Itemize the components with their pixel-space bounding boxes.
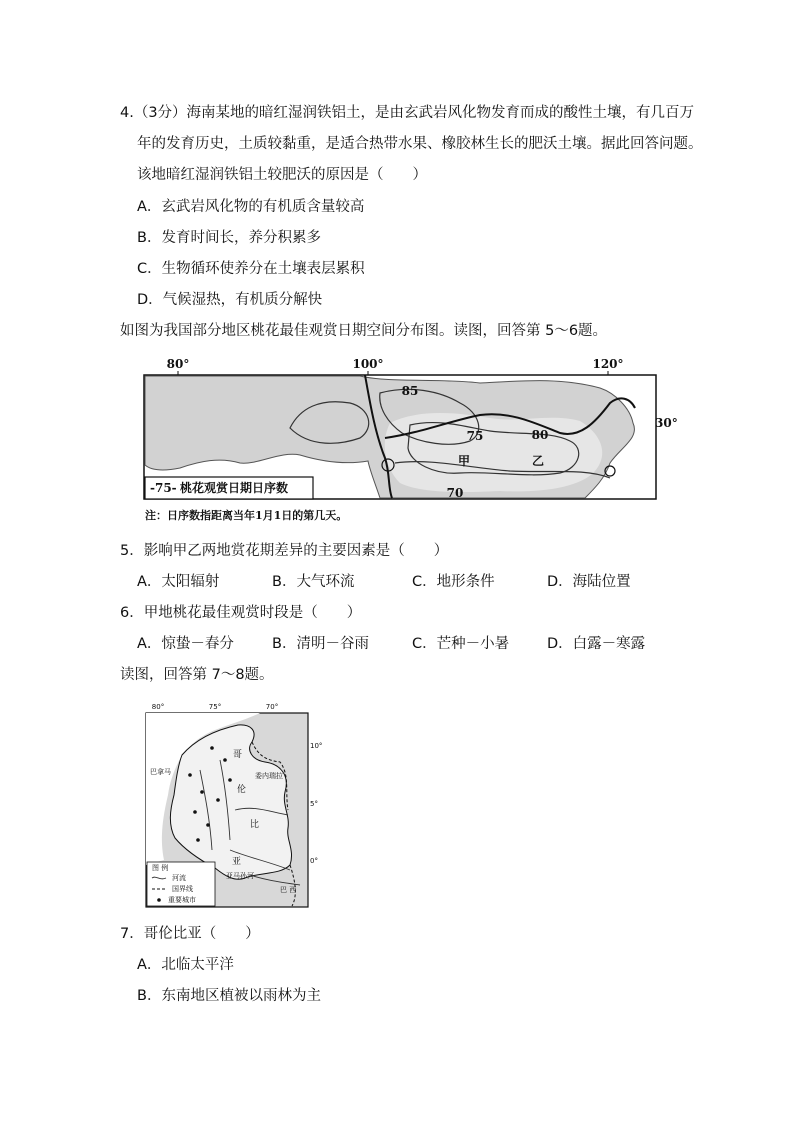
map2-char-ya: 亚 xyxy=(232,857,242,867)
q4-stem-line1: 4.（3分）海南某地的暗红湿润铁铝土，是由玄武岩风化物发育而成的酸性土壤，有几百万 xyxy=(120,105,695,121)
map2-char-ge: 哥 xyxy=(233,750,243,760)
q4-option-a: A．玄武岩风化物的有机质含量较高 xyxy=(137,199,365,215)
map1-legend-symbol: -75- xyxy=(150,481,177,495)
map2-label-panama: 巴拿马 xyxy=(150,768,171,776)
q7-option-b: B．东南地区植被以雨林为主 xyxy=(137,988,321,1004)
map2-lon-80: 80° xyxy=(151,703,165,711)
map2-label-amazon: 亚马孙河 xyxy=(226,872,254,880)
q6-option-c: C．芒种－小暑 xyxy=(412,636,510,652)
q5-options xyxy=(137,573,737,591)
map1-note: 注：日序数指距离当年1月1日的第几天。 xyxy=(145,509,348,522)
map1-contour-80: 80 xyxy=(531,428,549,442)
q4-option-c: C．生物循环使养分在土壤表层累积 xyxy=(137,261,365,277)
map2-lat-10: 10° xyxy=(310,742,323,750)
colombia-map xyxy=(140,700,335,910)
map1-lat-30: 30° xyxy=(655,416,678,430)
q6-stem: 6．甲地桃花最佳观赏时段是（ ） xyxy=(120,605,362,621)
q5-option-a: A．太阳辐射 xyxy=(137,574,220,590)
q4-option-d: D．气候湿热，有机质分解快 xyxy=(137,292,323,308)
map2-lat-0: 0° xyxy=(310,857,318,865)
q6-option-d: D．白露－寒露 xyxy=(547,636,646,652)
intro-q7-8: 读图，回答第 7～8题。 xyxy=(120,667,274,683)
q5-option-b: B．大气环流 xyxy=(272,574,355,590)
map2-legend-city: 重要城市 xyxy=(168,896,196,904)
q5-option-d: D．海陆位置 xyxy=(547,574,631,590)
map2-label-venezuela: 委内瑞拉 xyxy=(255,772,283,780)
map1-lon-120: 120° xyxy=(592,357,624,371)
peach-blossom-map xyxy=(140,353,680,503)
map2-char-bi: 比 xyxy=(250,820,260,830)
map2-lat-5: 5° xyxy=(310,800,318,808)
q4-stem-line2: 年的发育历史，土质较黏重，是适合热带水果、橡胶林生长的肥沃土壤。据此回答问题。 xyxy=(137,136,703,152)
map1-legend-text: 桃花观赏日期日序数 xyxy=(180,481,289,495)
map2-label-brazil: 巴 西 xyxy=(280,886,297,894)
map1-contour-70: 70 xyxy=(446,486,464,500)
q4-stem-line3: 该地暗红湿润铁铝土较肥沃的原因是（ ） xyxy=(137,167,427,183)
q6-options xyxy=(137,635,737,653)
map1-place-yi: 乙 xyxy=(531,454,545,468)
map2-char-lun: 伦 xyxy=(237,785,247,795)
q4-option-b: B．发育时间长，养分积累多 xyxy=(137,230,321,246)
map1-contour-75: 75 xyxy=(466,429,484,443)
map2-lon-70: 70° xyxy=(265,703,279,711)
map2-lon-75: 75° xyxy=(208,703,222,711)
map1-place-jia: 甲 xyxy=(457,454,471,468)
q7-option-a: A．北临太平洋 xyxy=(137,957,234,973)
q5-option-c: C．地形条件 xyxy=(412,574,495,590)
map2-legend-river: 河流 xyxy=(172,874,186,882)
map1-lon-80: 80° xyxy=(166,357,190,371)
q6-option-a: A．惊蛰－春分 xyxy=(137,636,234,652)
map1-contour-85: 85 xyxy=(401,384,419,398)
map2-legend-border: 国界线 xyxy=(172,885,193,893)
q7-stem: 7．哥伦比亚（ ） xyxy=(120,926,260,942)
intro-q5-6: 如图为我国部分地区桃花最佳观赏日期空间分布图。读图，回答第 5～6题。 xyxy=(120,323,608,339)
map1-lon-100: 100° xyxy=(352,357,384,371)
q6-option-b: B．清明－谷雨 xyxy=(272,636,369,652)
map2-legend-title: 图 例 xyxy=(152,864,169,872)
q5-stem: 5．影响甲乙两地赏花期差异的主要因素是（ ） xyxy=(120,543,449,559)
